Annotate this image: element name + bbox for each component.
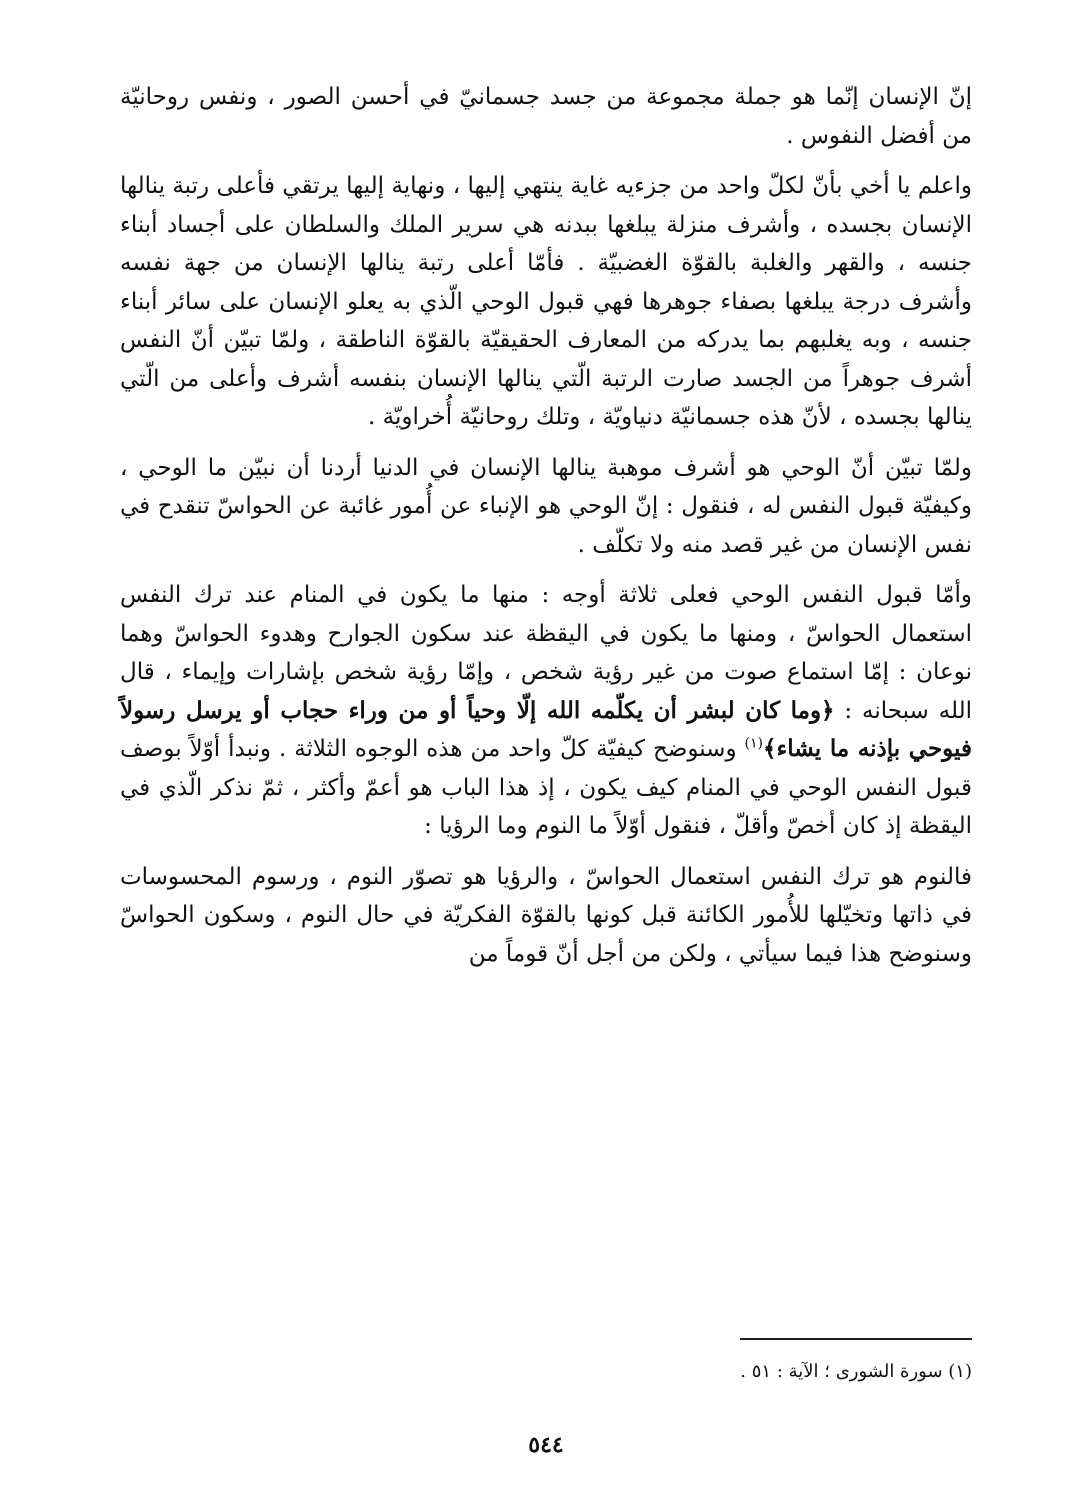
paragraph-5: فالنوم هو ترك النفس استعمال الحواسّ ، والرؤيا هو تصوّر النوم ، ورسوم المحسوسات في ذاتها وتخيّلها للأُمور الكائنة قبل كونها بالقوّة الفكريّة في حال النوم ، وسكون الحواسّ وسنوضح هذا فيما سيأتي ، ولكن من أجل أنّ قوماً من — [120, 863, 972, 967]
page-body — [120, 78, 972, 985]
paragraph-3: ولمّا تبيّن أنّ الوحي هو أشرف موهبة ينالها الإنسان في الدنيا أردنا أن نبيّن ما الوحي ، وكيفيّة قبول النفس له ، فنقول : إنّ الوحي هو الإنباء عن أُمور غائبة عن الحواسّ تنقدح في نفس الإنسان من غير قصد منه ولا تكلّف . — [120, 454, 972, 558]
paragraph-2: واعلم يا أخي بأنّ لكلّ واحد من جزءيه غاية ينتهي إليها ، ونهاية إليها يرتقي فأعلى رتبة ينالها الإنسان بجسده ، وأشرف منزلة يبلغها ببدنه هي سرير الملك والسلطان على أجساد أبناء جنسه ، والقهر والغلبة بالقوّة الغضبيّة . فأمّا أعلى رتبة ينالها الإنسان من جهة نفسه وأشرف درجة يبلغها بصفاء جوهرها فهي قبول الوحي الّذي به يعلو الإنسان على سائر أبناء جنسه ، وبه يغلبهم بما يدركه من المعارف الحقيقيّة بالقوّة الناطقة ، ولمّا تبيّن أنّ النفس أشرف جوهراً من الجسد صارت الرتبة الّتي ينالها الإنسان بنفسه أشرف وأعلى من الّتي ينالها بجسده ، لأنّ هذه جسمانيّة دنياويّة ، وتلك روحانيّة أُخراويّة . — [120, 173, 972, 430]
paragraph-1: إنّ الإنسان إنّما هو جملة مجموعة من جسد جسمانيّ في أحسن الصور ، ونفس روحانيّة من أفضل النفوس . — [120, 84, 972, 149]
paragraph-4-text: وأمّا قبول النفس الوحي فعلى ثلاثة أوجه : منها ما يكون في المنام عند ترك النفس استعمال الحواسّ ، ومنها ما يكون في اليقظة عند سكون الجوارح وهدوء الحواسّ وهما نوعان : إمّا استماع صوت من غير رؤية شخص ، وإمّا رؤية شخص بإشارات وإيماء ، قال الله سبحانه : — [120, 582, 972, 724]
paragraph-4-continuation: وسنوضح كيفيّة كلّ واحد من هذه الوجوه الثلاثة . ونبدأ أوّلاً بوصف قبول النفس الوحي في المنام كيف يكون ، إذ هذا الباب هو أعمّ وأكثر ، ثمّ نذكر الّذي في اليقظة إذ كان أخصّ وأقلّ ، فنقول أوّلاً ما النوم وما الرؤيا : — [120, 736, 972, 839]
page-number: ٥٤٤ — [528, 1432, 564, 1458]
footnote-reference: (١) — [744, 735, 763, 752]
footnote: (١) سورة الشورى ؛ الآية : ٥١ . — [740, 1361, 972, 1382]
footnote-divider — [740, 1338, 972, 1340]
quran-quote: ﴿وما كان لبشر أن يكلّمه الله إلّا وحياً أو من وراء حجاب أو يرسل رسولاً فيوحي بإذنه ما يشاء﴾ — [120, 696, 972, 762]
paragraph-4 — [120, 576, 972, 846]
